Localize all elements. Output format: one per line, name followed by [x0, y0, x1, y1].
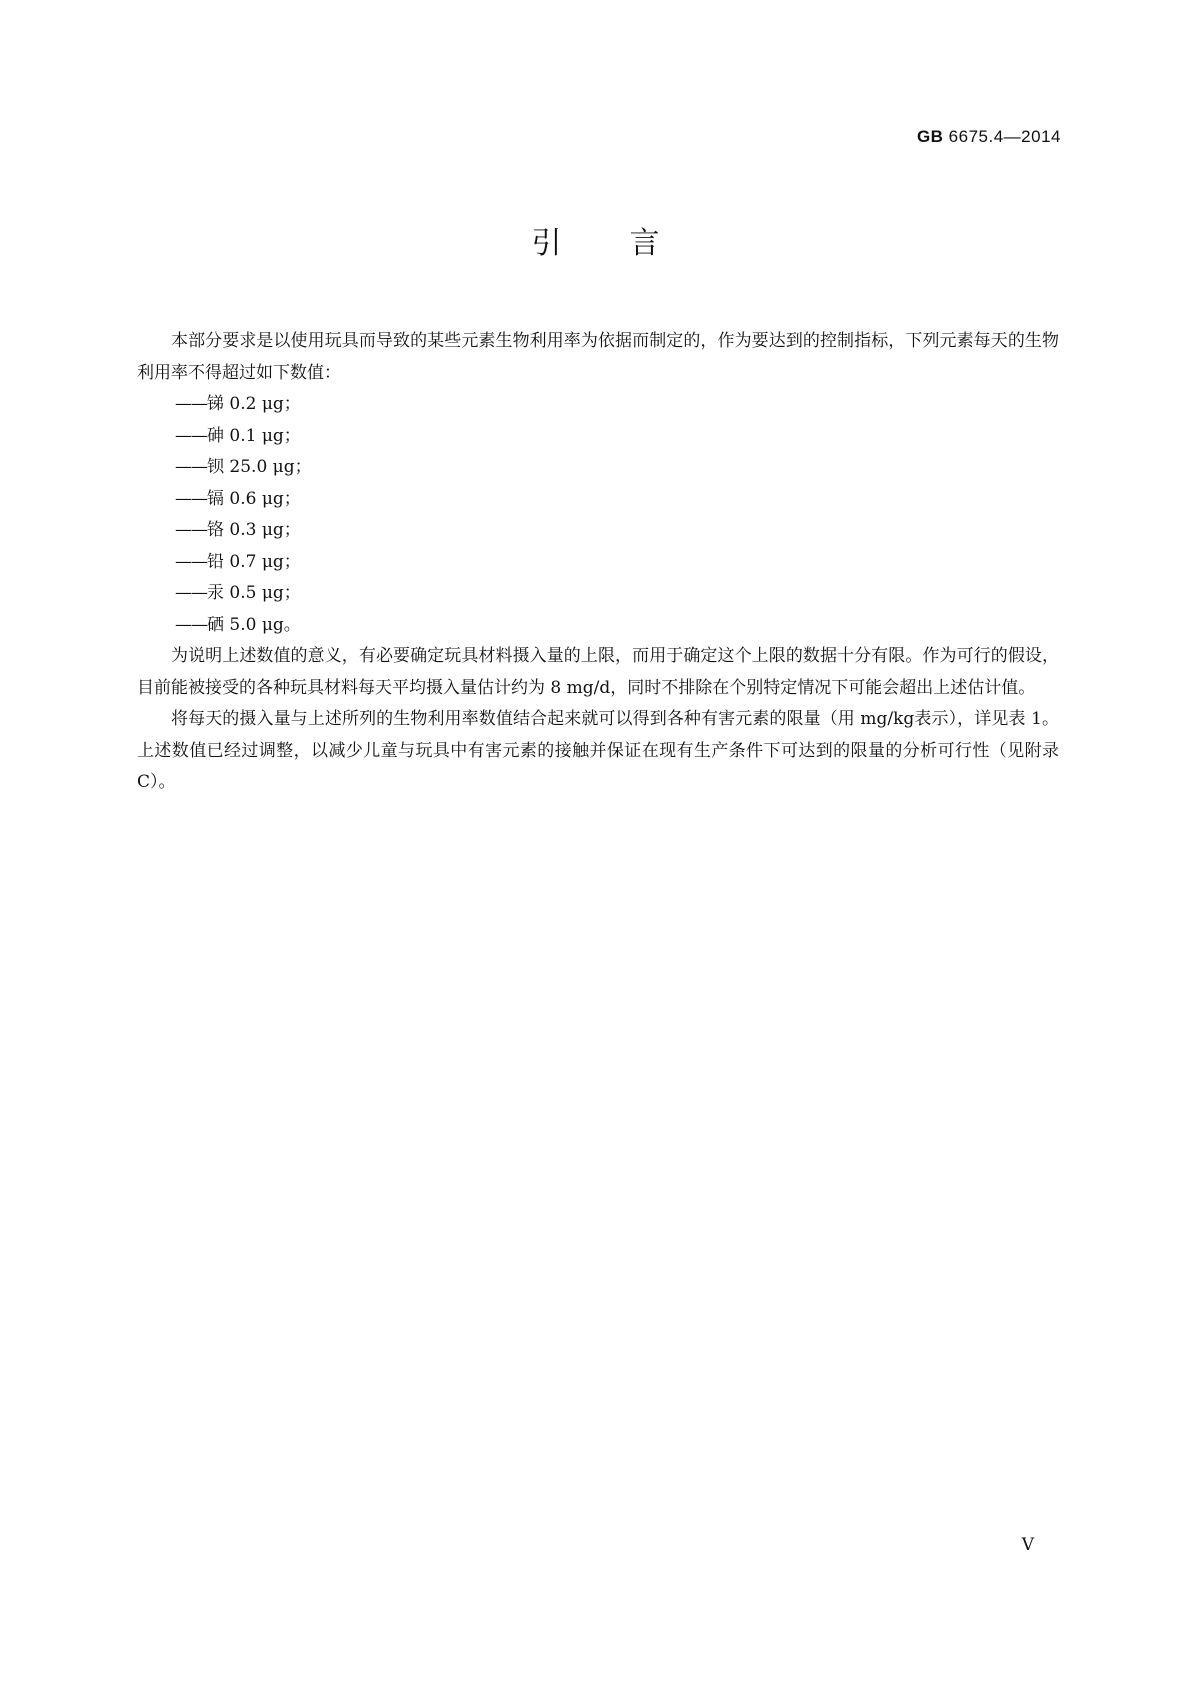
limit-item-cadmium: [175, 484, 1059, 516]
list-dash: ——: [175, 614, 207, 635]
intake-paragraph: 为说明上述数值的意义，有必要确定玩具材料摄入量的上限，而用于确定这个上限的数据十分有限。作为可行的假设，目前能被接受的各种玩具材料每天平均摄入量估计约为 8 mg/d，同时不排除在个别特定情况下可能会超出上述估计值。: [137, 646, 1059, 698]
limit-item-antimony: [175, 389, 1059, 421]
standard-prefix: GB: [916, 127, 944, 146]
limit-item-mercury: [175, 578, 1059, 610]
limit-text: 锑 0.2 μg；: [207, 394, 301, 414]
title-char-1: 引: [531, 226, 562, 261]
title-char-2: 言: [629, 226, 660, 261]
list-dash: ——: [175, 457, 207, 477]
list-dash: ——: [175, 488, 207, 509]
list-dash: ——: [175, 583, 207, 603]
intro-paragraph: 本部分要求是以使用玩具而导致的某些元素生物利用率为依据而制定的，作为要达到的控制指标，下列元素每天的生物利用率不得超过如下数值：: [137, 331, 1059, 383]
limit-text: 铬 0.3 μg；: [207, 520, 301, 540]
standard-number-header: [917, 127, 1061, 147]
page-number: V: [1021, 1535, 1034, 1555]
limit-text: 铅 0.7 μg；: [207, 551, 301, 572]
limit-item-arsenic: [175, 421, 1059, 453]
list-dash: ——: [175, 425, 207, 446]
limit-derivation-paragraph: 将每天的摄入量与上述所列的生物利用率数值结合起来就可以得到各种有害元素的限量（用 mg/kg表示），详见表 1。上述数值已经过调整，以减少儿童与玩具中有害元素的接触并保证在现有生产条件下可达到的限量的分析可行性（见附录 C）。: [137, 709, 1059, 792]
limit-item-selenium: [175, 610, 1059, 642]
limit-text: 汞 0.5 μg；: [207, 583, 301, 603]
limit-text: 钡 25.0 μg；: [207, 457, 312, 477]
page-title: [0, 224, 1191, 264]
list-dash: ——: [175, 394, 207, 414]
element-limit-list: [137, 389, 1059, 641]
limit-item-chromium: [175, 515, 1059, 547]
list-dash: ——: [175, 520, 207, 540]
limit-item-barium: [175, 452, 1059, 484]
standard-number: 6675.4—2014: [948, 127, 1061, 146]
list-dash: ——: [175, 551, 207, 572]
limit-text: 砷 0.1 μg；: [207, 425, 301, 446]
limit-item-lead: [175, 547, 1059, 579]
limit-text: 硒 5.0 μg。: [207, 614, 301, 635]
document-body: [137, 326, 1059, 799]
limit-text: 镉 0.6 μg；: [207, 488, 301, 509]
